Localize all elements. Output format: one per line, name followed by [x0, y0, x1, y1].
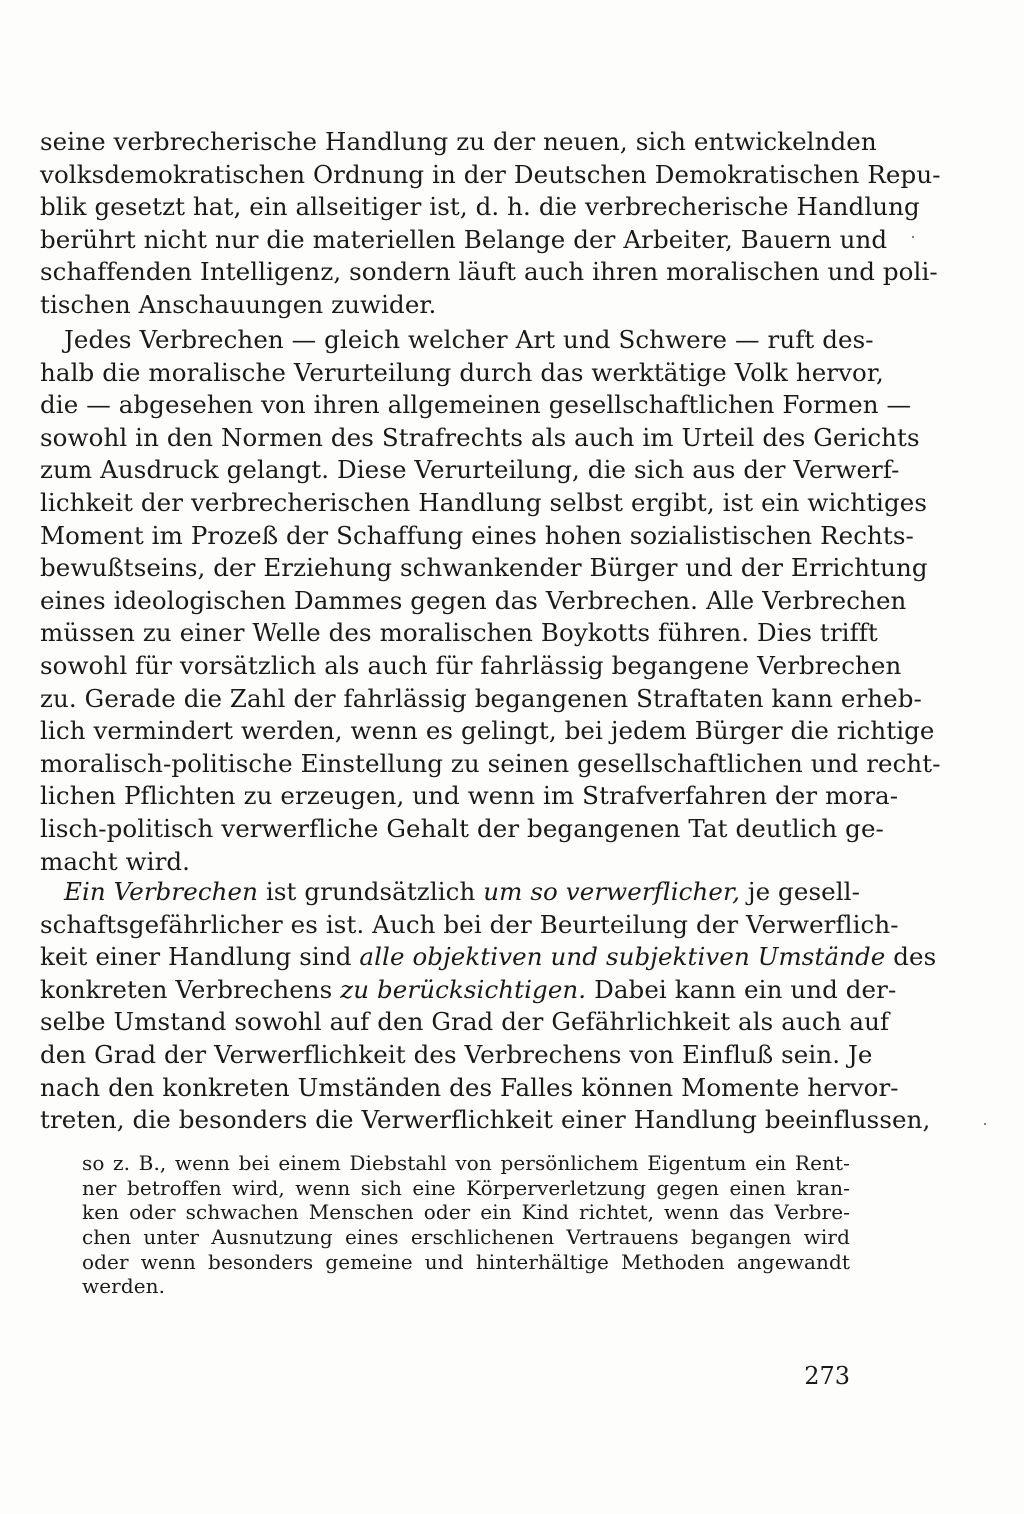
paragraph-line-mixed	[40, 974, 897, 1007]
body-text: je gesell-	[739, 877, 860, 906]
paragraph-3	[40, 876, 937, 1137]
body-text: des	[885, 942, 937, 972]
paragraph-line-mixed	[40, 941, 937, 974]
paragraph-line: schaffenden Intelligenz, sondern läuft auch ihren moralischen und poli-	[40, 257, 938, 287]
body-text: keit einer Handlung sind	[40, 942, 360, 972]
paragraph-line: Jedes Verbrechen — gleich welcher Art und Schwere — ruft des-	[64, 325, 874, 354]
paragraph-line: Moment im Prozeß der Schaffung eines hohen sozialistischen Rechts-	[40, 520, 914, 550]
footnote-line: so z. B., wenn bei einem Diebstahl von persönlichem Eigentum ein Rent-	[82, 1151, 850, 1175]
footnote-line: chen unter Ausnutzung eines erschlichenen Vertrauens begangen wird	[82, 1225, 850, 1250]
paragraph-line: den Grad der Verwerflichkeit des Verbrechens von Einfluß sein. Je	[40, 1039, 873, 1069]
paragraph-line: lisch-politisch verwerfliche Gehalt der begangenen Tat deutlich ge-	[40, 813, 884, 843]
body-text: ist grundsätzlich	[258, 877, 484, 906]
paragraph-line-mixed	[40, 876, 860, 909]
paragraph-line: eines ideologischen Dammes gegen das Verbrechen. Alle Verbrechen	[40, 585, 907, 615]
paragraph-line: blik gesetzt hat, ein allseitiger ist, d. h. die verbrecherische Handlung	[40, 192, 920, 222]
emphasis-text: um so verwerflicher,	[483, 877, 740, 906]
body-text: konkreten Verbrechens	[40, 974, 341, 1004]
paragraph-line: lichkeit der verbrecherischen Handlung selbst ergibt, ist ein wichtiges	[40, 487, 928, 517]
paragraph-line: die — abgesehen von ihren allgemeinen gesellschaftlichen Formen —	[40, 390, 912, 420]
footnote-line: ken oder schwachen Menschen oder ein Kind richtet, wenn das Verbre-	[82, 1200, 850, 1225]
body-text: Dabei kann ein und der-	[586, 974, 897, 1004]
paragraph-line: zum Ausdruck gelangt. Diese Verurteilung, die sich aus der Verwerf-	[40, 455, 900, 485]
paragraph-line: lichen Pflichten zu erzeugen, und wenn im Strafverfahren der mora-	[40, 781, 899, 811]
paragraph-line: moralisch-politische Einstellung zu seinen gesellschaftlichen und recht-	[40, 748, 941, 778]
footnote-line: werden.	[82, 1274, 166, 1299]
footnote-line: oder wenn besonders gemeine und hinterhältige Methoden angewandt	[82, 1249, 850, 1274]
paragraph-line: tischen Anschauungen zuwider.	[40, 289, 437, 319]
emphasis-text: zu berücksichtigen.	[340, 974, 587, 1004]
paragraph-2	[40, 324, 941, 878]
paragraph-line: schaftsgefährlicher es ist. Auch bei der Beurteilung der Verwerflich-	[40, 909, 899, 939]
paragraph-line: bewußtseins, der Erziehung schwankender Bürger und der Errichtung	[40, 553, 928, 583]
scan-speck	[984, 1123, 986, 1125]
emphasis-text: alle objektiven und subjektiven Umstände	[359, 942, 886, 972]
paragraph-line: volksdemokratischen Ordnung in der Deutschen Demokratischen Repu-	[40, 159, 941, 189]
paragraph-line: lich vermindert werden, wenn es gelingt, bei jedem Bürger die richtige	[40, 716, 935, 746]
paragraph-line: macht wird.	[40, 846, 191, 876]
paragraph-line: müssen zu einer Welle des moralischen Boykotts führen. Dies trifft	[40, 618, 878, 648]
paragraph-1	[40, 126, 941, 322]
paragraph-line: seine verbrecherische Handlung zu der neuen, sich entwickelnden	[40, 127, 877, 156]
paragraph-line: sowohl für vorsätzlich als auch für fahrlässig begangene Verbrechen	[40, 650, 902, 680]
footnote-line: ner betroffen wird, wenn sich eine Körperverletzung gegen einen kran-	[82, 1175, 850, 1200]
paragraph-line: zu. Gerade die Zahl der fahrlässig begangenen Straftaten kann erheb-	[40, 683, 922, 713]
paragraph-line: halb die moralische Verurteilung durch das werktätige Volk hervor,	[40, 357, 884, 387]
paragraph-line: treten, die besonders die Verwerflichkeit einer Handlung beeinflussen,	[40, 1105, 931, 1135]
scan-speck	[912, 236, 914, 238]
page-number: 273	[804, 1362, 850, 1390]
emphasis-text: Ein Verbrechen	[64, 877, 259, 906]
paragraph-line: selbe Umstand sowohl auf den Grad der Gefährlichkeit als auch auf	[40, 1007, 890, 1037]
paragraph-line: nach den konkreten Umständen des Falles können Momente hervor-	[40, 1072, 899, 1102]
paragraph-line: sowohl in den Normen des Strafrechts als auch im Urteil des Gerichts	[40, 422, 920, 452]
paragraph-line: berührt nicht nur die materiellen Belange der Arbeiter, Bauern und	[40, 224, 888, 254]
footnote-block	[82, 1151, 850, 1299]
